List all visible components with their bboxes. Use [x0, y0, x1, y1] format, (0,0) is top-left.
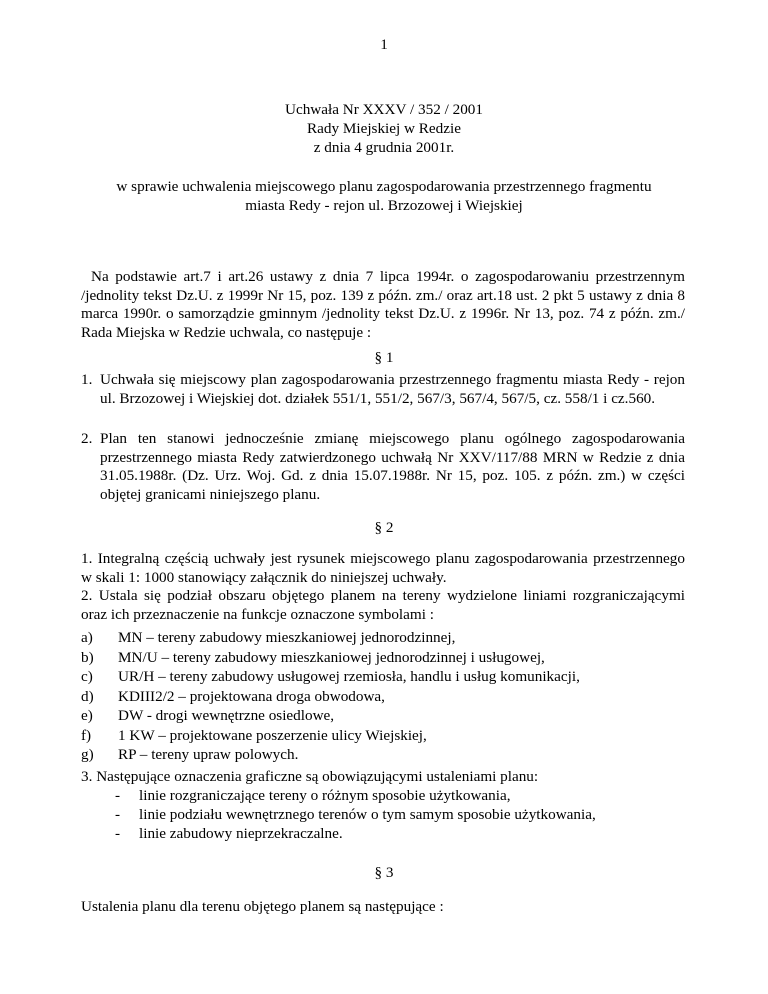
section-1-heading: § 1	[374, 349, 394, 366]
list-item	[81, 629, 685, 649]
list-item-letter: d)	[81, 687, 94, 705]
list-item-letter: e)	[81, 707, 93, 724]
page-number: 1	[380, 36, 388, 53]
list-item-letter: g)	[81, 746, 94, 763]
list-item-dash: -	[115, 806, 121, 823]
list-item-text: RP – tereny upraw polowych.	[118, 746, 299, 763]
list-item-text: DW - drogi wewnętrzne osiedlowe,	[118, 707, 335, 724]
list-item-text: UR/H – tereny zabudowy usługowej rzemiosła, handlu i usług komunikacji,	[118, 668, 580, 685]
section-2-paragraph-2: 2. Ustala się podział obszaru objętego planem na tereny wydzielone liniami rozgraniczającymi oraz ich przeznaczenie na funkcje oznaczone symbolami :	[81, 587, 685, 623]
list-item	[81, 707, 685, 727]
section-1-item-1-number: 1.	[81, 371, 93, 388]
graphic-markings-list	[115, 787, 685, 844]
list-item	[81, 727, 685, 747]
list-item	[81, 668, 685, 688]
preamble-paragraph: Na podstawie art.7 i art.26 ustawy z dnia 7 lipca 1994r. o zagospodarowaniu przestrzennym /jednolity tekst Dz.U. z 1999r Nr 15, poz. 139 z późn. zm./ oraz art.18 ust. 2 pkt 5 ustawy z dnia 8 marca 1990r. o samorządzie gminnym /jednolity tekst Dz.U. z 1996r. Nr 13, poz. 74 z późn. zm./ Rada Miejska w Redzie uchwala, co następuje :	[81, 268, 685, 341]
list-item-text: linie zabudowy nieprzekraczalne.	[139, 825, 343, 842]
section-1-item-2-number: 2.	[81, 430, 93, 447]
section-1-item-2-text: Plan ten stanowi jednocześnie zmianę miejscowego planu ogólnego zagospodarowania przestrzennego miasta Redy zatwierdzonego uchwałą Nr XXV/117/88 MRN w Redzie z dnia 31.05.1988r. (Dz. Urz. Woj. Gd. z dnia 15.07.1988r. Nr 15, poz. 105. z późn. zm.) w części objętej granicami niniejszego planu.	[100, 430, 685, 503]
list-item-text: 1 KW – projektowane poszerzenie ulicy Wiejskiej,	[118, 726, 427, 744]
list-item-text: KDIII2/2 – projektowana droga obwodowa,	[118, 687, 385, 705]
section-3-heading: § 3	[374, 864, 394, 881]
list-item-text: linie rozgraniczające tereny o różnym sposobie użytkowania,	[139, 787, 511, 804]
list-item-letter: b)	[81, 648, 94, 666]
list-item-text: linie podziału wewnętrznego terenów o tym samym sposobie użytkowania,	[139, 806, 596, 823]
symbol-list	[81, 629, 685, 766]
list-item-letter: c)	[81, 668, 93, 685]
section-3-intro: Ustalenia planu dla terenu objętego planem są następujące :	[81, 898, 444, 915]
section-2-heading: § 2	[374, 519, 394, 536]
resolution-date: z dnia 4 grudnia 2001r.	[313, 139, 455, 156]
list-item-letter: a)	[81, 629, 93, 646]
subject-line-2: miasta Redy - rejon ul. Brzozowej i Wiejskiej	[245, 197, 523, 214]
section-2-paragraph-1: 1. Integralną częścią uchwały jest rysunek miejscowego planu zagospodarowania przestrzennego w skali 1: 1000 stanowiący załącznik do niniejszej uchwały.	[81, 550, 685, 586]
list-item-letter: f)	[81, 726, 92, 744]
list-item-dash: -	[115, 787, 121, 804]
list-item	[115, 825, 685, 844]
section-1-item-1-text: Uchwała się miejscowy plan zagospodarowania przestrzennego fragmentu miasta Redy - rejon ul. Brzozowej i Wiejskiej dot. działek 551/1, 551/2, 567/3, 567/4, 567/5, cz. 558/1 i cz.560.	[100, 371, 685, 407]
subject-line-1: w sprawie uchwalenia miejscowego planu zagospodarowania przestrzennego fragmentu	[116, 178, 652, 195]
list-item-dash: -	[115, 825, 121, 842]
list-item-text: MN – tereny zabudowy mieszkaniowej jednorodzinnej,	[118, 629, 456, 646]
list-item	[115, 806, 685, 825]
council-name: Rady Miejskiej w Redzie	[307, 120, 461, 137]
list-item	[81, 688, 685, 708]
resolution-title: Uchwała Nr XXXV / 352 / 2001	[285, 101, 483, 118]
list-item	[115, 787, 685, 806]
list-item-text: MN/U – tereny zabudowy mieszkaniowej jednorodzinnej i usługowej,	[118, 648, 545, 666]
list-item	[81, 746, 685, 766]
section-2-paragraph-3: 3. Następujące oznaczenia graficzne są obowiązującymi ustaleniami planu:	[81, 768, 539, 785]
list-item	[81, 649, 685, 669]
